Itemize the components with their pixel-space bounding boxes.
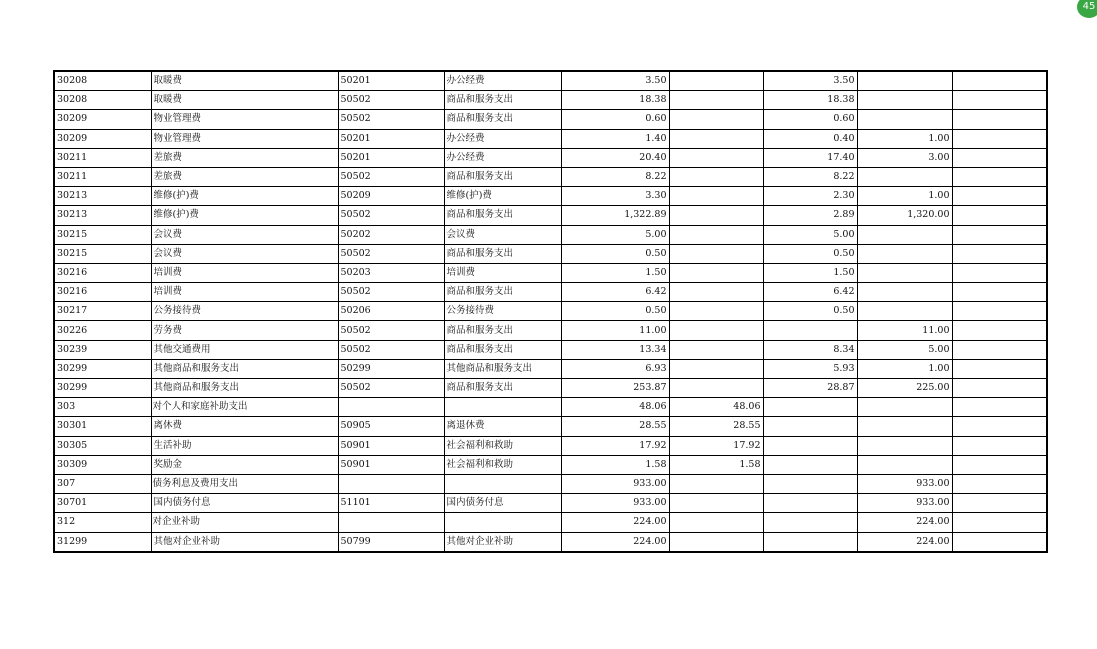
cell-col-4 (952, 532, 1047, 552)
cell-col-2: 0.60 (763, 110, 857, 129)
table-body (54, 71, 1047, 552)
cell-col-2 (763, 417, 857, 436)
cell-economic-code: 51101 (338, 494, 444, 513)
cell-col-4 (952, 263, 1047, 282)
cell-col-4 (952, 244, 1047, 263)
cell-function-code: 30213 (54, 187, 151, 206)
cell-function-code: 30215 (54, 225, 151, 244)
cell-function-code: 30299 (54, 379, 151, 398)
cell-col-3 (857, 244, 952, 263)
cell-economic-name: 会议费 (444, 225, 561, 244)
table-row (54, 494, 1047, 513)
cell-economic-name: 办公经费 (444, 129, 561, 148)
cell-economic-name (444, 398, 561, 417)
cell-total: 28.55 (561, 417, 669, 436)
cell-total: 6.93 (561, 359, 669, 378)
cell-function-code: 31299 (54, 532, 151, 552)
table-row (54, 340, 1047, 359)
cell-total: 48.06 (561, 398, 669, 417)
cell-function-name: 其他商品和服务支出 (151, 359, 338, 378)
table-row (54, 148, 1047, 167)
cell-economic-code: 50502 (338, 167, 444, 186)
cell-col-2: 0.50 (763, 302, 857, 321)
cell-col-4 (952, 187, 1047, 206)
cell-col-1 (669, 474, 763, 493)
table-row (54, 532, 1047, 552)
cell-function-name: 国内债务付息 (151, 494, 338, 513)
cell-economic-name: 办公经费 (444, 148, 561, 167)
cell-col-1 (669, 187, 763, 206)
cell-col-3 (857, 417, 952, 436)
cell-col-3 (857, 283, 952, 302)
cell-col-4 (952, 129, 1047, 148)
table-row (54, 167, 1047, 186)
cell-total: 11.00 (561, 321, 669, 340)
cell-col-3 (857, 110, 952, 129)
cell-economic-code: 50901 (338, 436, 444, 455)
cell-col-1 (669, 91, 763, 110)
cell-economic-name (444, 513, 561, 532)
cell-col-1 (669, 379, 763, 398)
cell-col-2: 5.93 (763, 359, 857, 378)
cell-col-2 (763, 321, 857, 340)
cell-col-1 (669, 494, 763, 513)
cell-col-4 (952, 148, 1047, 167)
cell-function-name: 债务利息及费用支出 (151, 474, 338, 493)
cell-col-4 (952, 436, 1047, 455)
cell-col-2: 28.87 (763, 379, 857, 398)
cell-function-code: 30216 (54, 283, 151, 302)
cell-col-3: 1,320.00 (857, 206, 952, 225)
cell-col-3 (857, 167, 952, 186)
cell-function-name: 差旅费 (151, 167, 338, 186)
cell-col-2: 2.30 (763, 187, 857, 206)
table-row (54, 379, 1047, 398)
cell-economic-code: 50502 (338, 283, 444, 302)
cell-economic-code: 50799 (338, 532, 444, 552)
cell-col-2 (763, 494, 857, 513)
cell-function-code: 30209 (54, 129, 151, 148)
cell-col-1: 1.58 (669, 455, 763, 474)
cell-function-code: 30211 (54, 167, 151, 186)
cell-col-4 (952, 494, 1047, 513)
cell-function-code: 303 (54, 398, 151, 417)
cell-col-1 (669, 340, 763, 359)
cell-economic-name: 商品和服务支出 (444, 340, 561, 359)
cell-economic-name: 维修(护)费 (444, 187, 561, 206)
cell-col-2: 8.22 (763, 167, 857, 186)
cell-col-3: 3.00 (857, 148, 952, 167)
cell-economic-code: 50201 (338, 129, 444, 148)
cell-function-name: 会议费 (151, 225, 338, 244)
cell-economic-name: 社会福利和救助 (444, 455, 561, 474)
cell-economic-name: 其他商品和服务支出 (444, 359, 561, 378)
cell-col-3: 224.00 (857, 513, 952, 532)
table-row (54, 263, 1047, 282)
cell-economic-name: 商品和服务支出 (444, 244, 561, 263)
cell-col-4 (952, 417, 1047, 436)
cell-col-1 (669, 148, 763, 167)
cell-col-3: 11.00 (857, 321, 952, 340)
cell-function-name: 差旅费 (151, 148, 338, 167)
cell-col-2: 1.50 (763, 263, 857, 282)
cell-col-4 (952, 110, 1047, 129)
cell-economic-code: 50502 (338, 91, 444, 110)
cell-economic-code: 50203 (338, 263, 444, 282)
cell-total: 5.00 (561, 225, 669, 244)
cell-col-1 (669, 359, 763, 378)
cell-total: 1.40 (561, 129, 669, 148)
cell-economic-code: 50502 (338, 321, 444, 340)
cell-function-code: 30301 (54, 417, 151, 436)
cell-function-code: 30208 (54, 71, 151, 91)
cell-function-name: 其他商品和服务支出 (151, 379, 338, 398)
cell-function-name: 劳务费 (151, 321, 338, 340)
cell-total: 1,322.89 (561, 206, 669, 225)
cell-economic-code: 50201 (338, 71, 444, 91)
table-row (54, 455, 1047, 474)
cell-economic-code: 50502 (338, 379, 444, 398)
cell-function-code: 30215 (54, 244, 151, 263)
cell-col-1 (669, 263, 763, 282)
cell-function-name: 公务接待费 (151, 302, 338, 321)
cell-col-3 (857, 436, 952, 455)
cell-economic-name: 商品和服务支出 (444, 206, 561, 225)
cell-col-1 (669, 167, 763, 186)
cell-economic-name: 商品和服务支出 (444, 167, 561, 186)
cell-col-1 (669, 110, 763, 129)
cell-total: 933.00 (561, 474, 669, 493)
cell-function-name: 培训费 (151, 283, 338, 302)
cell-col-4 (952, 455, 1047, 474)
table-row (54, 436, 1047, 455)
cell-col-3: 1.00 (857, 359, 952, 378)
cell-col-3 (857, 225, 952, 244)
cell-economic-code: 50502 (338, 110, 444, 129)
cell-col-3 (857, 71, 952, 91)
cell-economic-code: 50905 (338, 417, 444, 436)
cell-col-2 (763, 513, 857, 532)
cell-col-3 (857, 398, 952, 417)
cell-function-name: 生活补助 (151, 436, 338, 455)
cell-col-2: 3.50 (763, 71, 857, 91)
cell-col-3: 1.00 (857, 129, 952, 148)
cell-col-1 (669, 302, 763, 321)
cell-col-2 (763, 474, 857, 493)
cell-total: 224.00 (561, 532, 669, 552)
cell-economic-name: 商品和服务支出 (444, 91, 561, 110)
cell-col-2: 5.00 (763, 225, 857, 244)
cell-col-2 (763, 398, 857, 417)
cell-col-1 (669, 71, 763, 91)
cell-economic-code: 50209 (338, 187, 444, 206)
cell-col-1 (669, 513, 763, 532)
cell-col-4 (952, 321, 1047, 340)
cell-economic-code: 50502 (338, 244, 444, 263)
cell-col-4 (952, 302, 1047, 321)
cell-col-2: 0.50 (763, 244, 857, 263)
cell-economic-code: 50502 (338, 340, 444, 359)
cell-economic-name: 离退休费 (444, 417, 561, 436)
cell-economic-code (338, 474, 444, 493)
cell-economic-name: 商品和服务支出 (444, 321, 561, 340)
cell-total: 8.22 (561, 167, 669, 186)
cell-economic-name: 其他对企业补助 (444, 532, 561, 552)
cell-function-name: 取暖费 (151, 71, 338, 91)
cell-function-name: 其他对企业补助 (151, 532, 338, 552)
cell-economic-code (338, 513, 444, 532)
cell-col-1 (669, 129, 763, 148)
cell-col-1 (669, 321, 763, 340)
cell-function-name: 奖励金 (151, 455, 338, 474)
table-row (54, 244, 1047, 263)
cell-total: 3.50 (561, 71, 669, 91)
cell-col-3: 1.00 (857, 187, 952, 206)
table-row (54, 283, 1047, 302)
cell-col-3: 225.00 (857, 379, 952, 398)
cell-economic-name: 商品和服务支出 (444, 379, 561, 398)
cell-economic-name: 社会福利和救助 (444, 436, 561, 455)
cell-total: 0.60 (561, 110, 669, 129)
cell-col-3: 933.00 (857, 494, 952, 513)
cell-total: 17.92 (561, 436, 669, 455)
cell-col-4 (952, 359, 1047, 378)
cell-economic-name: 商品和服务支出 (444, 110, 561, 129)
cell-total: 6.42 (561, 283, 669, 302)
cell-economic-code: 50206 (338, 302, 444, 321)
cell-total: 0.50 (561, 302, 669, 321)
cell-function-code: 30209 (54, 110, 151, 129)
cell-function-name: 会议费 (151, 244, 338, 263)
cell-function-name: 维修(护)费 (151, 206, 338, 225)
cell-total: 933.00 (561, 494, 669, 513)
cell-function-name: 培训费 (151, 263, 338, 282)
cell-col-4 (952, 513, 1047, 532)
cell-col-1: 48.06 (669, 398, 763, 417)
cell-function-name: 取暖费 (151, 91, 338, 110)
table-row (54, 206, 1047, 225)
cell-function-name: 对个人和家庭补助支出 (151, 398, 338, 417)
cell-col-2: 17.40 (763, 148, 857, 167)
cell-economic-name (444, 474, 561, 493)
cell-function-code: 30299 (54, 359, 151, 378)
cell-economic-code: 50201 (338, 148, 444, 167)
cell-total: 18.38 (561, 91, 669, 110)
cell-col-1 (669, 283, 763, 302)
cell-function-code: 312 (54, 513, 151, 532)
cell-col-4 (952, 71, 1047, 91)
cell-col-2: 0.40 (763, 129, 857, 148)
cell-col-4 (952, 91, 1047, 110)
cell-col-2: 18.38 (763, 91, 857, 110)
cell-col-4 (952, 398, 1047, 417)
cell-col-3 (857, 91, 952, 110)
cell-function-name: 对企业补助 (151, 513, 338, 532)
table-row (54, 129, 1047, 148)
table-row (54, 302, 1047, 321)
cell-function-code: 30226 (54, 321, 151, 340)
cell-total: 20.40 (561, 148, 669, 167)
cell-economic-name: 国内债务付息 (444, 494, 561, 513)
cell-economic-code: 50202 (338, 225, 444, 244)
table-row (54, 71, 1047, 91)
cell-function-code: 30211 (54, 148, 151, 167)
cell-total: 3.30 (561, 187, 669, 206)
cell-col-3: 5.00 (857, 340, 952, 359)
cell-col-3 (857, 263, 952, 282)
cell-economic-code: 50299 (338, 359, 444, 378)
cell-total: 0.50 (561, 244, 669, 263)
cell-function-code: 30305 (54, 436, 151, 455)
cell-col-4 (952, 283, 1047, 302)
cell-col-1: 17.92 (669, 436, 763, 455)
cell-col-4 (952, 474, 1047, 493)
cell-function-name: 物业管理费 (151, 129, 338, 148)
cell-total: 1.58 (561, 455, 669, 474)
table-row (54, 398, 1047, 417)
cell-function-code: 30208 (54, 91, 151, 110)
cell-function-name: 离休费 (151, 417, 338, 436)
cell-function-name: 其他交通费用 (151, 340, 338, 359)
cell-col-1 (669, 225, 763, 244)
table-row (54, 359, 1047, 378)
table-row (54, 225, 1047, 244)
cell-economic-name: 公务接待费 (444, 302, 561, 321)
table-row (54, 474, 1047, 493)
cell-col-3 (857, 302, 952, 321)
cell-total: 253.87 (561, 379, 669, 398)
page-corner-badge: 45 (1077, 0, 1097, 18)
cell-economic-name: 商品和服务支出 (444, 283, 561, 302)
table-row (54, 513, 1047, 532)
cell-col-2: 2.89 (763, 206, 857, 225)
cell-col-2 (763, 532, 857, 552)
cell-col-2 (763, 436, 857, 455)
cell-col-4 (952, 206, 1047, 225)
cell-function-code: 307 (54, 474, 151, 493)
cell-col-4 (952, 225, 1047, 244)
cell-col-4 (952, 340, 1047, 359)
table-row (54, 187, 1047, 206)
cell-function-code: 30701 (54, 494, 151, 513)
cell-col-1 (669, 532, 763, 552)
table-row (54, 417, 1047, 436)
cell-total: 13.34 (561, 340, 669, 359)
cell-function-code: 30216 (54, 263, 151, 282)
cell-function-name: 物业管理费 (151, 110, 338, 129)
cell-economic-code: 50901 (338, 455, 444, 474)
cell-col-2 (763, 455, 857, 474)
cell-col-1: 28.55 (669, 417, 763, 436)
table-row (54, 321, 1047, 340)
cell-col-3 (857, 455, 952, 474)
cell-col-4 (952, 167, 1047, 186)
cell-col-1 (669, 244, 763, 263)
expenditure-table (53, 70, 1048, 553)
cell-function-code: 30309 (54, 455, 151, 474)
table-row (54, 110, 1047, 129)
table-row (54, 91, 1047, 110)
cell-col-3: 224.00 (857, 532, 952, 552)
cell-economic-code (338, 398, 444, 417)
cell-economic-name: 办公经费 (444, 71, 561, 91)
cell-function-name: 维修(护)费 (151, 187, 338, 206)
cell-col-2: 8.34 (763, 340, 857, 359)
cell-economic-name: 培训费 (444, 263, 561, 282)
cell-function-code: 30217 (54, 302, 151, 321)
cell-total: 1.50 (561, 263, 669, 282)
cell-col-4 (952, 379, 1047, 398)
cell-col-1 (669, 206, 763, 225)
cell-function-code: 30239 (54, 340, 151, 359)
cell-col-2: 6.42 (763, 283, 857, 302)
cell-economic-code: 50502 (338, 206, 444, 225)
cell-total: 224.00 (561, 513, 669, 532)
cell-function-code: 30213 (54, 206, 151, 225)
cell-col-3: 933.00 (857, 474, 952, 493)
